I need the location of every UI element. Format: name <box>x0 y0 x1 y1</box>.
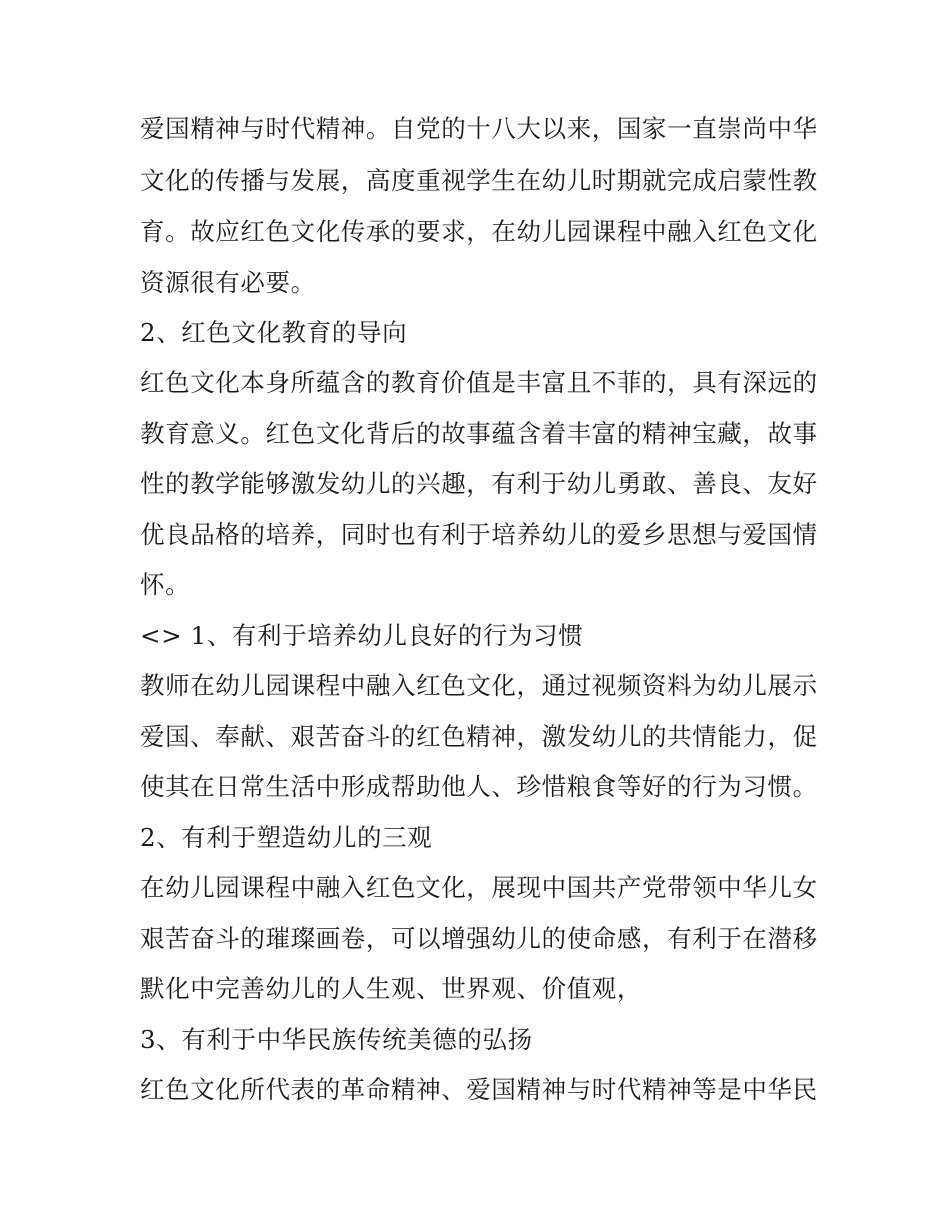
paragraph-line: 默化中完善幼儿的人生观、世界观、价值观， <box>140 974 642 1003</box>
paragraph-line: 红色文化所代表的革命精神、爱国精神与时代精神等是中华民 <box>140 1075 818 1104</box>
paragraph-line: 怀。 <box>140 570 191 599</box>
section-heading: <> 1、有利于培养幼儿良好的行为习惯 <box>140 621 584 650</box>
paragraph-line: 爱国精神与时代精神。自党的十八大以来，国家一直崇尚中华 <box>140 114 818 143</box>
section-heading: 2、有利于塑造幼儿的三观 <box>140 823 433 852</box>
paragraph-line: 在幼儿园课程中融入红色文化，展现中国共产党带领中华儿女 <box>140 873 818 902</box>
paragraph-line: 资源很有必要。 <box>140 268 316 297</box>
paragraph-line: 使其在日常生活中形成帮助他人、珍惜粮食等好的行为习惯。 <box>140 772 818 801</box>
paragraph-line: 红色文化本身所蕴含的教育价值是丰富且不菲的，具有深远的 <box>140 368 818 397</box>
paragraph-line: 优良品格的培养，同时也有利于培养幼儿的爱乡思想与爱国情 <box>140 520 818 549</box>
paragraph-line: 文化的传播与发展，高度重视学生在幼儿时期就完成启蒙性教 <box>140 166 818 195</box>
paragraph-line: 教师在幼儿园课程中融入红色文化，通过视频资料为幼儿展示 <box>140 671 818 700</box>
paragraph-line: 性的教学能够激发幼儿的兴趣，有利于幼儿勇敢、善良、友好 <box>140 469 818 498</box>
paragraph-line: 爱国、奉献、艰苦奋斗的红色精神，激发幼儿的共情能力，促 <box>140 722 818 751</box>
paragraph-line: 教育意义。红色文化背后的故事蕴含着丰富的精神宝藏，故事 <box>140 419 818 448</box>
paragraph-line: 育。故应红色文化传承的要求，在幼儿园课程中融入红色文化 <box>140 217 818 246</box>
section-heading: 3、有利于中华民族传统美德的弘扬 <box>140 1025 533 1054</box>
paragraph-line: 艰苦奋斗的璀璨画卷，可以增强幼儿的使命感，有利于在潜移 <box>140 924 818 953</box>
section-heading: 2、红色文化教育的导向 <box>140 318 408 347</box>
